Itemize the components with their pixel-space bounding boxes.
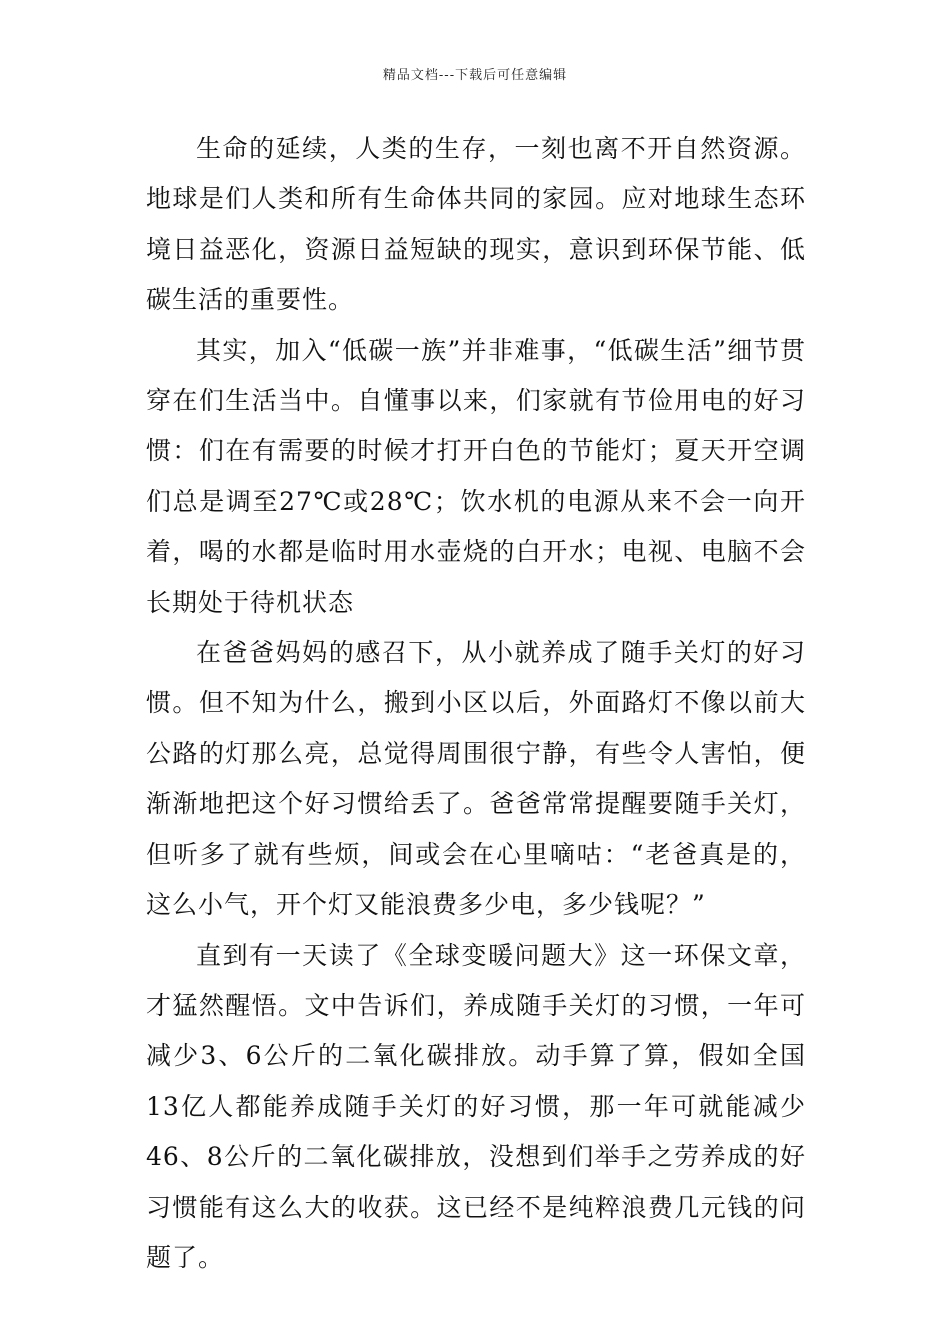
paragraph-2: 其实，加入“低碳一族”并非难事，“低碳生活”细节贯穿在们生活当中。自懂事以来，们家就有节俭用电的好习惯：们在有需要的时候才打开白色的节能灯；夏天开空调们总是调至27℃或28℃；饮水机的电源从来不会一向开着，喝的水都是临时用水壶烧的白开水；电视、电脑不会长期处于待机状态 bbox=[146, 335, 806, 617]
page-header: 精品文档---下载后可任意编辑 bbox=[382, 68, 568, 83]
paragraph-3: 在爸爸妈妈的感召下，从小就养成了随手关灯的好习惯。但不知为什么，搬到小区以后，外面路灯不像以前大公路的灯那么亮，总觉得周围很宁静，有些令人害怕，便渐渐地把这个好习惯给丢了。爸爸常常提醒要随手关灯，但听多了就有些烦，间或会在心里嘀咕：“老爸真是的，这么小气，开个灯又能浪费多少电，多少钱呢？” bbox=[146, 638, 806, 920]
paragraph-1: 生命的延续，人类的生存，一刻也离不开自然资源。地球是们人类和所有生命体共同的家园。应对地球生态环境日益恶化，资源日益短缺的现实，意识到环保节能、低碳生活的重要性。 bbox=[146, 134, 806, 315]
document-body bbox=[146, 124, 806, 1283]
paragraph-4: 直到有一天读了《全球变暖问题大》这一环保文章，才猛然醒悟。文中告诉们，养成随手关灯的习惯，一年可减少3、6公斤的二氧化碳排放。动手算了算，假如全国13亿人都能养成随手关灯的好习惯，那一年可就能减少46、8公斤的二氧化碳排放，没想到们举手之劳养成的好习惯能有这么大的收获。这已经不是纯粹浪费几元钱的问题了。 bbox=[146, 940, 806, 1272]
